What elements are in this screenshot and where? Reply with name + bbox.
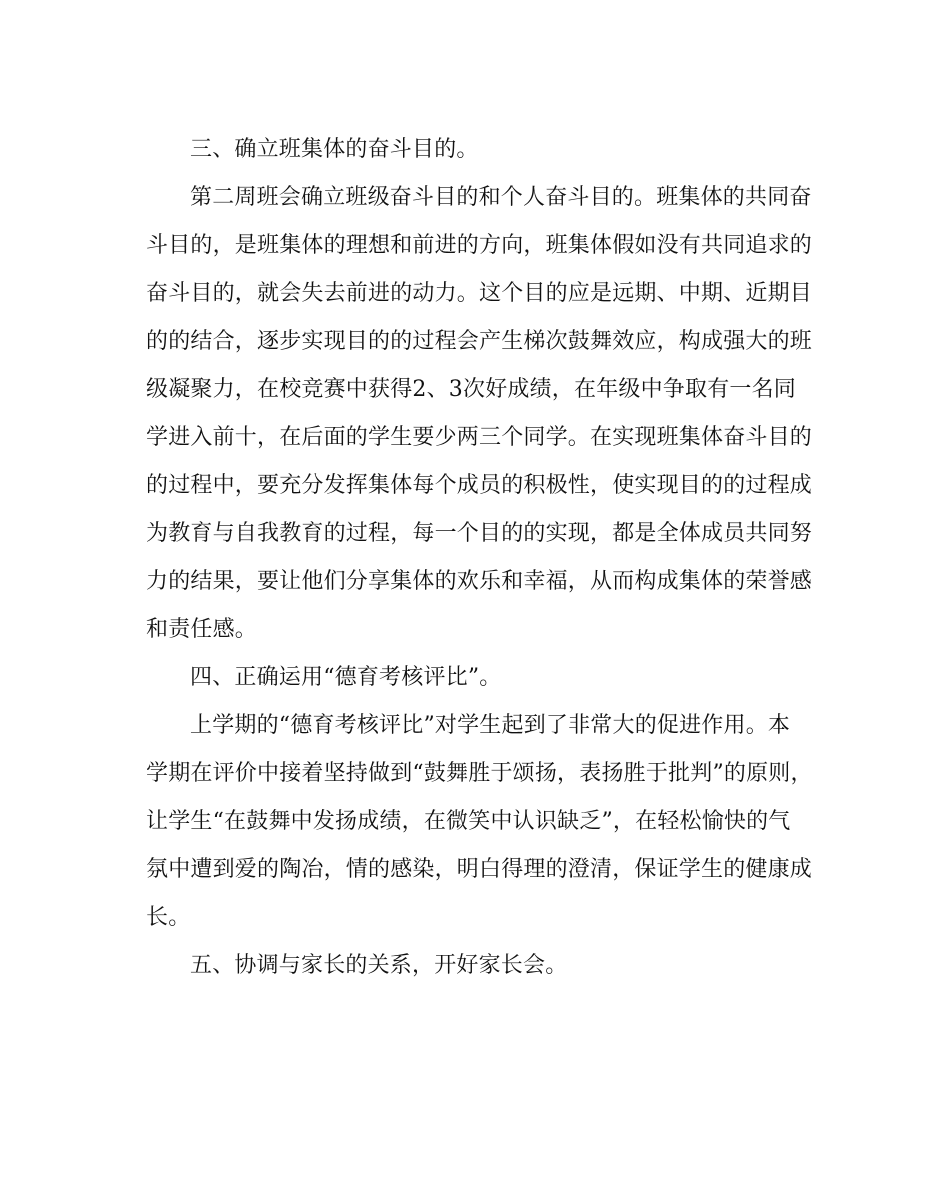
paragraph-line: 学进入前十，在后面的学生要少两三个同学。在实现班集体奋斗目的	[146, 425, 813, 450]
paragraph-line: 学期在评价中接着坚持做到“鼓舞胜于颂扬，表扬胜于批判”的原则，	[146, 761, 813, 786]
section-heading-3: 三、确立班集体的奋斗目的。	[190, 137, 479, 162]
paragraph-line: 为教育与自我教育的过程，每一个目的的实现，都是全体成员共同努	[146, 521, 813, 546]
paragraph-line: 第二周班会确立班级奋斗目的和个人奋斗目的。班集体的共同奋	[190, 185, 812, 210]
paragraph-line: 级凝聚力，在校竞赛中获得2、3次好成绩，在年级中争取有一名同	[146, 377, 796, 402]
paragraph-line: 上学期的“德育考核评比”对学生起到了非常大的促进作用。本	[190, 713, 791, 738]
paragraph-line: 的的结合，逐步实现目的的过程会产生梯次鼓舞效应，构成强大的班	[146, 329, 813, 354]
paragraph-line: 氛中遭到爱的陶冶，情的感染，明白得理的澄清，保证学生的健康成	[146, 857, 813, 882]
paragraph-line: 的过程中，要充分发挥集体每个成员的积极性，使实现目的的过程成	[146, 473, 813, 498]
paragraph-line: 让学生“在鼓舞中发扬成绩，在微笑中认识缺乏”，在轻松愉快的气	[146, 809, 791, 834]
section-heading-4: 四、正确运用“德育考核评比”。	[190, 665, 502, 690]
paragraph-line: 和责任感。	[146, 617, 258, 642]
paragraph-line: 力的结果，要让他们分享集体的欢乐和幸福，从而构成集体的荣誉感	[146, 569, 813, 594]
paragraph-line: 奋斗目的，就会失去前进的动力。这个目的应是远期、中期、近期目	[146, 281, 813, 306]
paragraph-line: 长。	[146, 905, 191, 930]
section-heading-5: 五、协调与家长的关系，开好家长会。	[190, 953, 568, 978]
paragraph-line: 斗目的，是班集体的理想和前进的方向，班集体假如没有共同追求的	[146, 233, 813, 258]
